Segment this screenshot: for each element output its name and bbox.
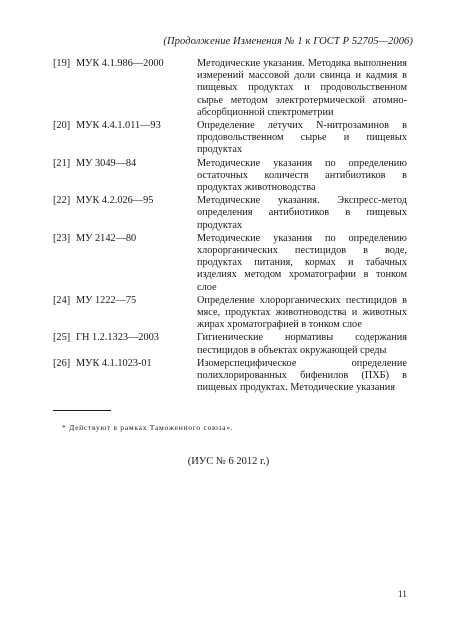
reference-code: МУ 3049—84 [76, 157, 137, 169]
reference-description: Определение летучих N-нитрозаминов в продовольственном сырье и пищевых продуктах [197, 120, 407, 156]
reference-list [0, 58, 457, 395]
reference-item [0, 358, 457, 395]
page-number: 11 [397, 590, 407, 600]
reference-code: МУК 4.1.986—2000 [76, 58, 164, 69]
reference-item [0, 195, 457, 232]
reference-item [0, 120, 457, 157]
reference-number: [21] [53, 157, 71, 169]
footnote-divider [53, 410, 111, 411]
reference-description: Методические указания. Экспресс-метод определения антибиотиков в пищевых продуктах [197, 195, 407, 231]
reference-item [0, 233, 457, 294]
reference-number: [19] [53, 58, 71, 69]
reference-code: МУК 4.2.026—95 [76, 195, 154, 207]
reference-number: [23] [53, 232, 71, 244]
reference-description: Методические указания по определению хлорорганических пестицидов в воде, продуктах питания, кормах и табачных изделиях методом хроматографии в тонком слое [197, 232, 407, 293]
reference-item [0, 332, 457, 356]
reference-item [0, 58, 457, 119]
reference-number: [26] [53, 357, 71, 369]
reference-code: МУ 1222—75 [76, 294, 137, 306]
reference-code: ГН 1.2.1323—2003 [76, 332, 159, 344]
reference-description: Определение хлорорганических пестицидов в мясе, продуктах животноводства и животных жирах хроматографией в тонком слое [197, 294, 407, 331]
page-header: (Продолжение Изменения № 1 к ГОСТ Р 52705—2006) [163, 36, 413, 47]
reference-item [0, 295, 457, 332]
reference-code: МУ 2142—80 [76, 232, 137, 244]
reference-number: [24] [53, 294, 71, 306]
reference-number: [25] [53, 332, 71, 344]
reference-description: Методические указания по определению остаточных количеств антибиотиков в продуктах животноводства [197, 157, 407, 194]
reference-description: Гигиенические нормативы содержания пестицидов в объектах окружающей среды [197, 332, 407, 356]
reference-number: [20] [53, 120, 71, 132]
reference-item [0, 158, 457, 195]
reference-code: МУК 4.4.1.011—93 [76, 120, 161, 132]
footnote: * Действуют в рамках Таможенного союза». [62, 423, 234, 432]
reference-number: [22] [53, 195, 71, 207]
reference-description: Изомерспецифическое определение полихлорированных бифенилов (ПХБ) в пищевых продуктах. Методические указания [197, 357, 407, 394]
ius-reference: (ИУС № 6 2012 г.) [187, 456, 270, 467]
reference-code: МУК 4.1.1023-01 [76, 357, 152, 369]
reference-description: Методические указания. Методика выполнения измерений массовой доли свинца и кадмия в пищевых продуктах и продовольственном сырье методом электротермической атомно-абсорбционной спектрометрии [197, 58, 407, 118]
